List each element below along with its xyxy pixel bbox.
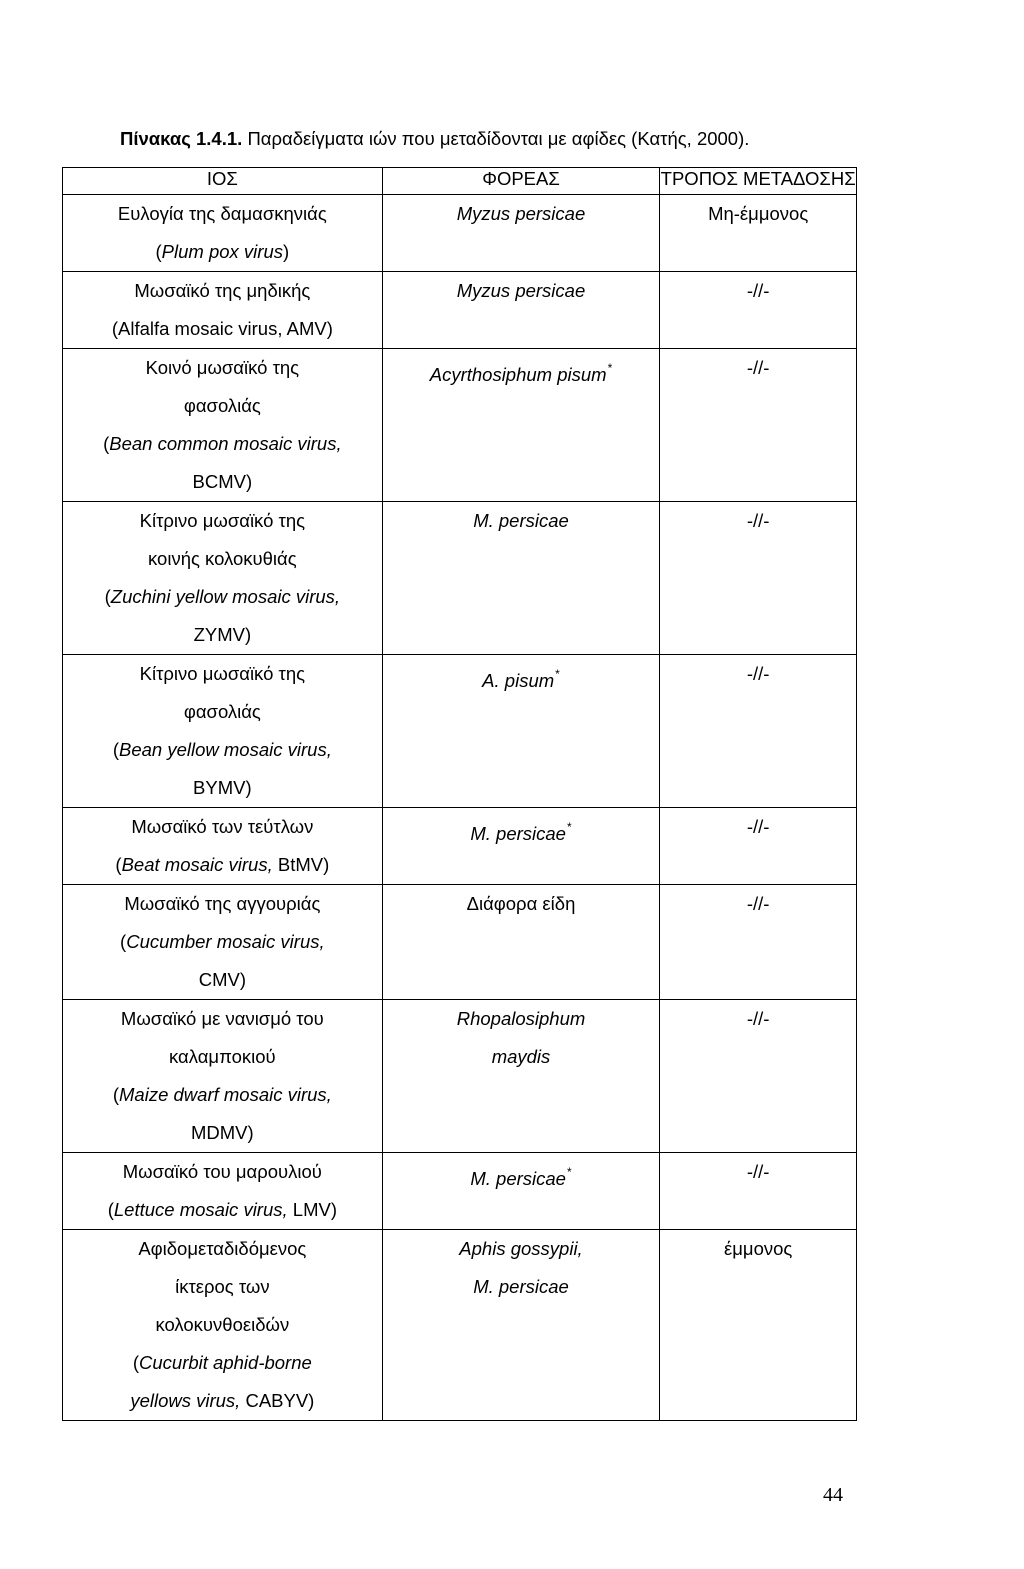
virus-cell — [63, 808, 383, 885]
virus-latin: (Cucurbit aphid-borne — [132, 1352, 312, 1373]
table-row — [63, 1230, 857, 1421]
virus-name: φασολιάς — [183, 701, 261, 722]
vector-name: M. persicae — [473, 510, 569, 531]
vector-cell — [382, 502, 660, 655]
table-row — [63, 808, 857, 885]
virus-latin: (Cucumber mosaic virus, — [120, 931, 325, 952]
mode-cell: -//- — [660, 885, 857, 1000]
table-row — [63, 1153, 857, 1230]
virus-name: ίκτερος των — [175, 1276, 270, 1297]
virus-latin: (Plum pox virus) — [155, 241, 290, 262]
vector-cell — [382, 1153, 660, 1230]
mode-cell: -//- — [660, 1000, 857, 1153]
virus-cell — [63, 885, 383, 1000]
vector-name: M. persicae — [473, 1276, 569, 1297]
table-row — [63, 502, 857, 655]
table-row — [63, 1000, 857, 1153]
vector-name: A. pisum* — [482, 667, 560, 691]
mode-cell: -//- — [660, 655, 857, 808]
virus-abbrev: BCMV) — [192, 471, 253, 492]
vector-cell — [382, 808, 660, 885]
virus-abbrev: BYMV) — [193, 777, 252, 798]
virus-latin: (Bean common mosaic virus, — [103, 433, 342, 454]
vector-name: M. persicae* — [470, 820, 572, 844]
vector-name: M. persicae* — [470, 1165, 572, 1189]
mode-cell: Μη-έμμονος — [660, 195, 857, 272]
table-row — [63, 195, 857, 272]
mode-cell: -//- — [660, 1153, 857, 1230]
virus-name: Κοινό μωσαϊκό της — [145, 357, 300, 378]
virus-name: Μωσαϊκό της μηδικής — [134, 280, 311, 301]
vector-name: Διάφορα είδη — [466, 893, 576, 914]
virus-table — [62, 167, 857, 1421]
table-row — [63, 885, 857, 1000]
mode-cell: -//- — [660, 808, 857, 885]
virus-name: Μωσαϊκό με νανισμό του — [120, 1008, 324, 1029]
asterisk-mark: * — [566, 820, 572, 834]
mode-cell: -//- — [660, 349, 857, 502]
header-row — [63, 168, 857, 195]
table-row — [63, 655, 857, 808]
virus-latin: (Alfalfa mosaic virus, AMV) — [111, 318, 333, 339]
virus-cell — [63, 1000, 383, 1153]
virus-abbrev: MDMV) — [191, 1122, 254, 1143]
virus-name: κοινής κολοκυθιάς — [148, 548, 297, 569]
page-number: 44 — [823, 1484, 843, 1506]
virus-name: Αφιδομεταδιδόμενος — [138, 1238, 307, 1259]
caption-label: Πίνακας 1.4.1. — [120, 128, 243, 149]
virus-name: Κίτρινο μωσαϊκό της — [139, 663, 306, 684]
virus-cell — [63, 1153, 383, 1230]
virus-cell — [63, 349, 383, 502]
vector-name: Aphis gossypii, — [459, 1238, 583, 1259]
virus-name: φασολιάς — [183, 395, 261, 416]
vector-cell — [382, 885, 660, 1000]
asterisk-mark: * — [566, 1165, 572, 1179]
vector-cell — [382, 349, 660, 502]
table-row — [63, 272, 857, 349]
mode-cell: -//- — [660, 502, 857, 655]
virus-latin: yellows virus, CABYV) — [130, 1390, 315, 1411]
vector-name: Rhopalosiphum — [456, 1008, 586, 1029]
header-mode: ΤΡΟΠΟΣ ΜΕΤΑΔΟΣΗΣ — [660, 168, 857, 195]
virus-name: Μωσαϊκό της αγγουριάς — [124, 893, 321, 914]
vector-cell — [382, 195, 660, 272]
vector-name: Myzus persicae — [456, 280, 586, 301]
caption-text: Παραδείγματα ιών που μεταδίδονται με αφίδες (Κατής, 2000). — [247, 128, 750, 149]
virus-cell — [63, 1230, 383, 1421]
virus-name: Μωσαϊκό των τεύτλων — [131, 816, 314, 837]
virus-cell — [63, 655, 383, 808]
virus-cell — [63, 502, 383, 655]
vector-cell — [382, 272, 660, 349]
vector-cell — [382, 655, 660, 808]
header-vector: ΦΟΡΕΑΣ — [382, 168, 660, 195]
virus-name: Μωσαϊκό του μαρουλιού — [122, 1161, 322, 1182]
header-virus: ΙΟΣ — [63, 168, 383, 195]
vector-name: Acyrthosiphum pisum* — [429, 361, 613, 385]
virus-latin: (Lettuce mosaic virus, LMV) — [107, 1199, 337, 1220]
vector-name: Myzus persicae — [456, 203, 586, 224]
virus-latin: (Maize dwarf mosaic virus, — [112, 1084, 332, 1105]
virus-latin: (Zuchini yellow mosaic virus, — [104, 586, 341, 607]
virus-abbrev: CMV) — [198, 969, 246, 990]
vector-name: maydis — [491, 1046, 551, 1067]
vector-cell — [382, 1000, 660, 1153]
virus-cell — [63, 195, 383, 272]
virus-cell — [63, 272, 383, 349]
mode-cell: -//- — [660, 272, 857, 349]
mode-cell: έμμονος — [660, 1230, 857, 1421]
vector-cell — [382, 1230, 660, 1421]
virus-name: Ευλογία της δαμασκηνιάς — [117, 203, 327, 224]
asterisk-mark: * — [555, 667, 560, 681]
virus-latin: (Bean yellow mosaic virus, — [112, 739, 332, 760]
table-row — [63, 349, 857, 502]
virus-name: Κίτρινο μωσαϊκό της — [139, 510, 306, 531]
virus-name: κολοκυνθοειδών — [155, 1314, 290, 1335]
virus-latin: (Beat mosaic virus, BtMV) — [115, 854, 330, 875]
virus-name: καλαμποκιού — [169, 1046, 276, 1067]
virus-abbrev: ZYMV) — [193, 624, 252, 645]
table-caption — [120, 128, 749, 150]
asterisk-mark: * — [607, 361, 613, 375]
